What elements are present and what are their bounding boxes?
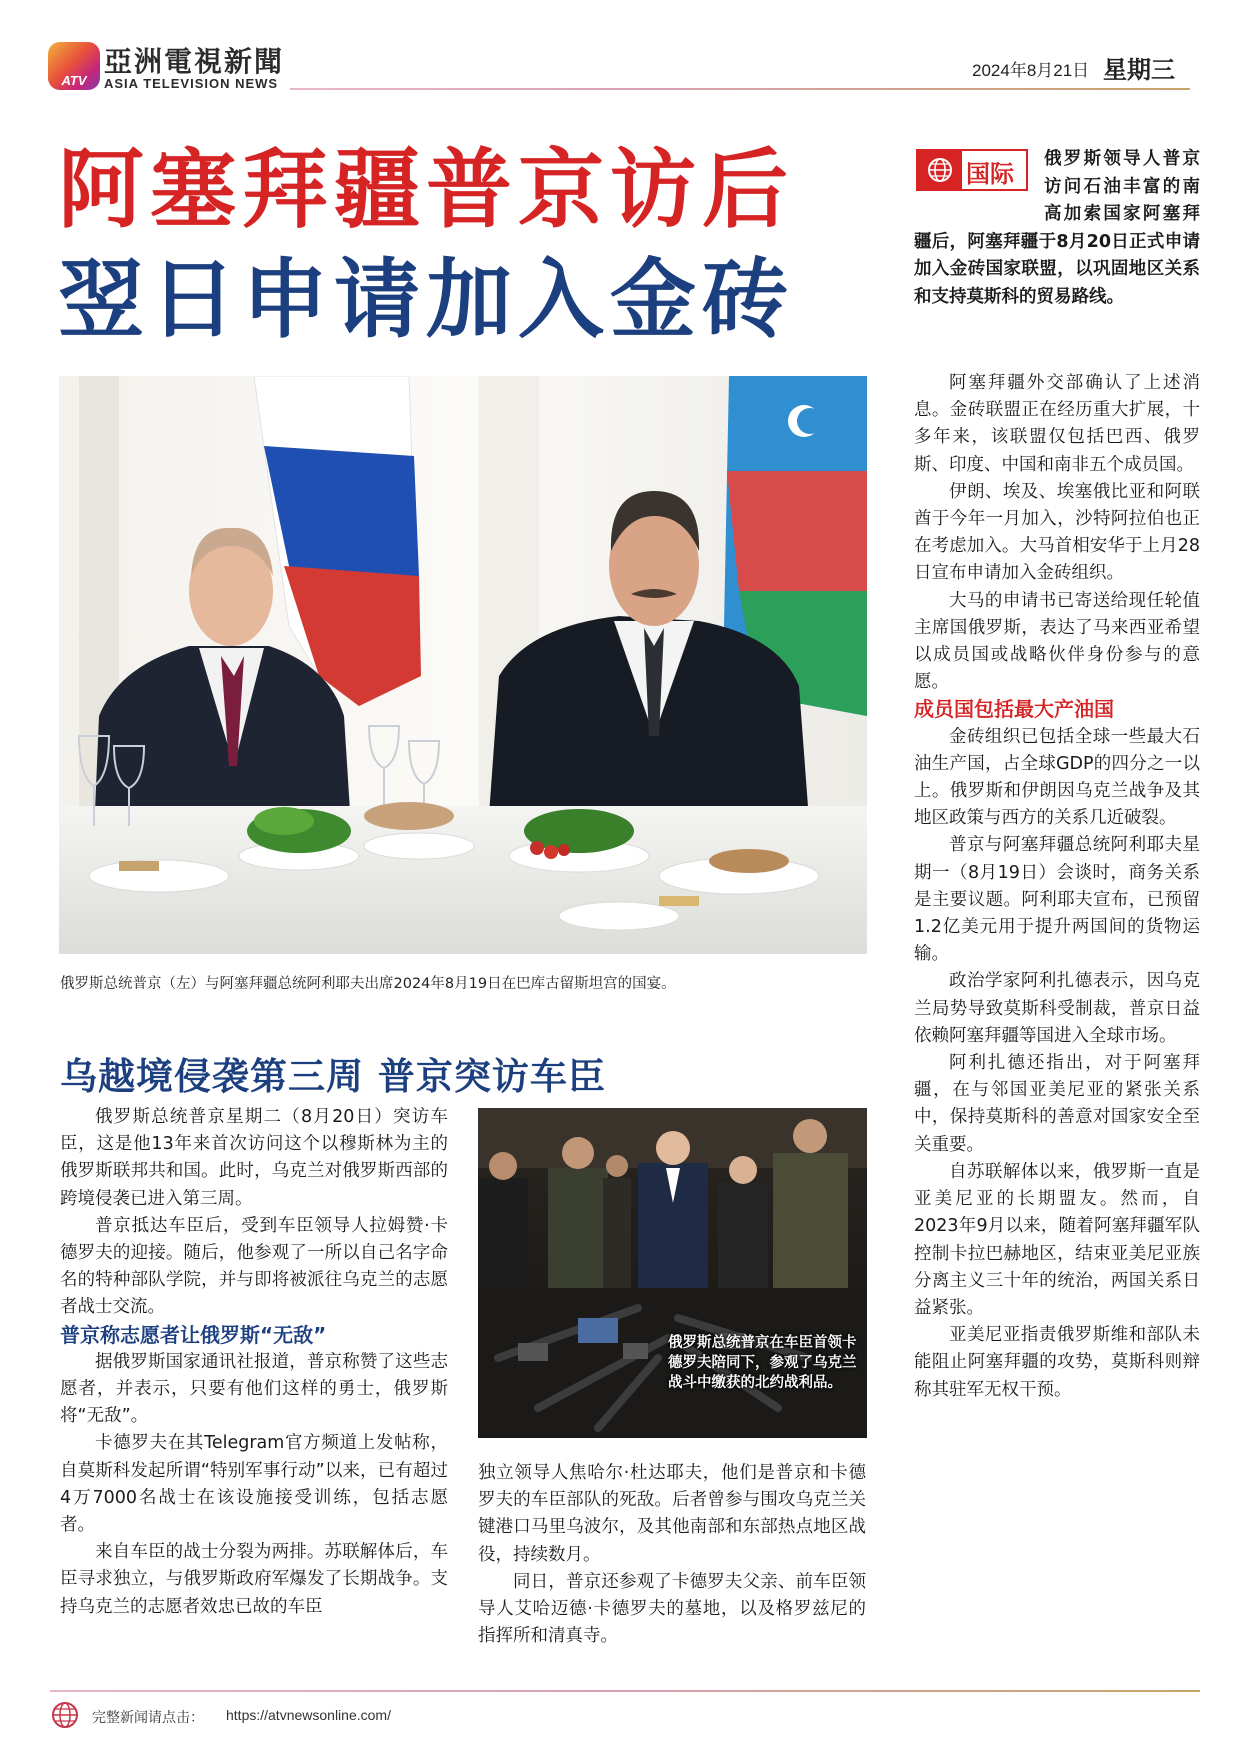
paragraph: 大马的申请书已寄送给现任轮值主席国俄罗斯，表达了马来西亚希望以成员国或战略伙伴身份参与的意愿。 xyxy=(914,590,1200,693)
footer-label: 完整新闻请点击： xyxy=(92,1710,204,1726)
header-divider xyxy=(290,88,1190,90)
state-banquet-illustration xyxy=(59,376,867,954)
headline-line-1: 阿塞拜疆普京访后 xyxy=(58,140,794,240)
right-column-article xyxy=(914,370,1200,1404)
story2-left-column xyxy=(60,1104,448,1621)
paragraph: 卡德罗夫在其Telegram官方频道上发帖称，自莫斯科发起所谓“特别军事行动”以来，已有超过4万7000名战士在该设施接受训练，包括志愿者。 xyxy=(60,1433,448,1536)
main-photo xyxy=(59,376,867,954)
issue-weekday: 星期三 xyxy=(1103,56,1175,84)
logo-badge-text: ATV xyxy=(61,73,87,88)
issue-date: 2024年8月21日 xyxy=(972,61,1090,80)
headline-line-2: 翌日申请加入金砖 xyxy=(58,250,794,350)
paragraph: 据俄罗斯国家通讯社报道，普京称赞了这些志愿者，并表示，只要有他们这样的勇士，俄罗斯将“无敌”。 xyxy=(60,1351,448,1427)
section-tag-label: 国际 xyxy=(966,160,1014,188)
chechnya-photo-caption: 俄罗斯总统普京在车臣首领卡德罗夫陪同下，参观了乌克兰战斗中缴获的北约战利品。 xyxy=(668,1335,857,1391)
paragraph: 俄罗斯总统普京星期二（8月20日）突访车臣，这是他13年来首次访问这个以穆斯林为主的俄罗斯联邦共和国。此时，乌克兰对俄罗斯西部的跨境侵袭已进入第三周。 xyxy=(60,1107,448,1209)
paragraph: 普京与阿塞拜疆总统阿利耶夫星期一（8月19日）会谈时，商务关系是主要议题。阿利耶夫宣布，已预留1.2亿美元用于提升两国间的货物运输。 xyxy=(914,835,1200,965)
subheading-invincible: 普京称志愿者让俄罗斯“无敌” xyxy=(60,1322,327,1347)
paragraph: 同日，普京还参观了卡德罗夫父亲、前车臣领导人艾哈迈德·卡德罗夫的墓地，以及格罗兹尼的指挥所和清真寺。 xyxy=(478,1571,866,1647)
footer-divider xyxy=(50,1690,1200,1692)
atv-logo-icon xyxy=(48,42,100,90)
paragraph: 阿塞拜疆外交部确认了上述消息。金砖联盟正在经历重大扩展，十多年来，该联盟仅包括巴西、俄罗斯、印度、中国和南非五个成员国。 xyxy=(914,373,1200,475)
paragraph: 政治学家阿利扎德表示，因乌克兰局势导致莫斯科受制裁，普京日益依赖阿塞拜疆等国进入全球市场。 xyxy=(914,971,1200,1046)
paragraph: 亚美尼亚指责俄罗斯维和部队未能阻止阿塞拜疆的攻势，莫斯科则辩称其驻军无权干预。 xyxy=(914,1325,1200,1400)
story2-center-column xyxy=(478,1460,866,1650)
paragraph: 伊朗、埃及、埃塞俄比亚和阿联酋于今年一月加入，沙特阿拉伯也正在考虑加入。大马首相安华于上月28日宣布申请加入金砖组织。 xyxy=(914,481,1200,584)
intro-text: 俄罗斯领导人普京访问石油丰富的南高加索国家阿塞拜疆后，阿塞拜疆于8月20日正式申请加入金砖国家联盟，以巩固地区关系和支持莫斯科的贸易路线。 xyxy=(914,149,1200,307)
paragraph: 来自车臣的战士分裂为两排。苏联解体后，车臣寻求独立，与俄罗斯政府军爆发了长期战争。支持乌克兰的志愿者效忠已故的车臣 xyxy=(60,1542,448,1617)
paragraph: 金砖组织已包括全球一些最大石油生产国，占全球GDP的四分之一以上。俄罗斯和伊朗因乌克兰战争及其地区政策与西方的关系几近破裂。 xyxy=(914,726,1200,829)
paragraph-continued: 独立领导人焦哈尔·杜达耶夫，他们是普京和卡德罗夫的车臣部队的死敌。后者曾参与围攻乌克兰关键港口马里乌波尔，及其他南部和东部热点地区战役，持续数月。 xyxy=(478,1463,866,1565)
paragraph: 自苏联解体以来，俄罗斯一直是亚美尼亚的长期盟友。然而，自2023年9月以来，随着阿塞拜疆军队控制卡拉巴赫地区，结束亚美尼亚族分离主义三十年的统治，两国关系日益紧张。 xyxy=(914,1161,1200,1318)
logo-english: ASIA TELEVISION NEWS xyxy=(104,76,279,91)
subheading-oil-producers: 成员国包括最大产油国 xyxy=(914,697,1114,722)
globe-link-icon[interactable] xyxy=(50,1700,80,1730)
story2-headline: 乌越境侵袭第三周 普京突访车臣 xyxy=(60,1055,606,1098)
paragraph: 普京抵达车臣后，受到车臣领导人拉姆赞·卡德罗夫的迎接。随后，他参观了一所以自己名字命名的特种部队学院，并与即将被派往乌克兰的志愿者战士交流。 xyxy=(60,1215,448,1318)
paragraph: 阿利扎德还指出，对于阿塞拜疆，在与邻国亚美尼亚的紧张关系中，保持莫斯科的善意对国家安全至关重要。 xyxy=(914,1053,1200,1155)
logo-chinese: 亞洲電視新聞 xyxy=(104,45,285,78)
main-photo-caption: 俄罗斯总统普京（左）与阿塞拜疆总统阿利耶夫出席2024年8月19日在巴库古留斯坦宫的国宴。 xyxy=(60,976,676,992)
footer-url-link[interactable]: https://atvnewsonline.com/ xyxy=(226,1707,391,1723)
intro-paragraph xyxy=(914,146,1200,311)
